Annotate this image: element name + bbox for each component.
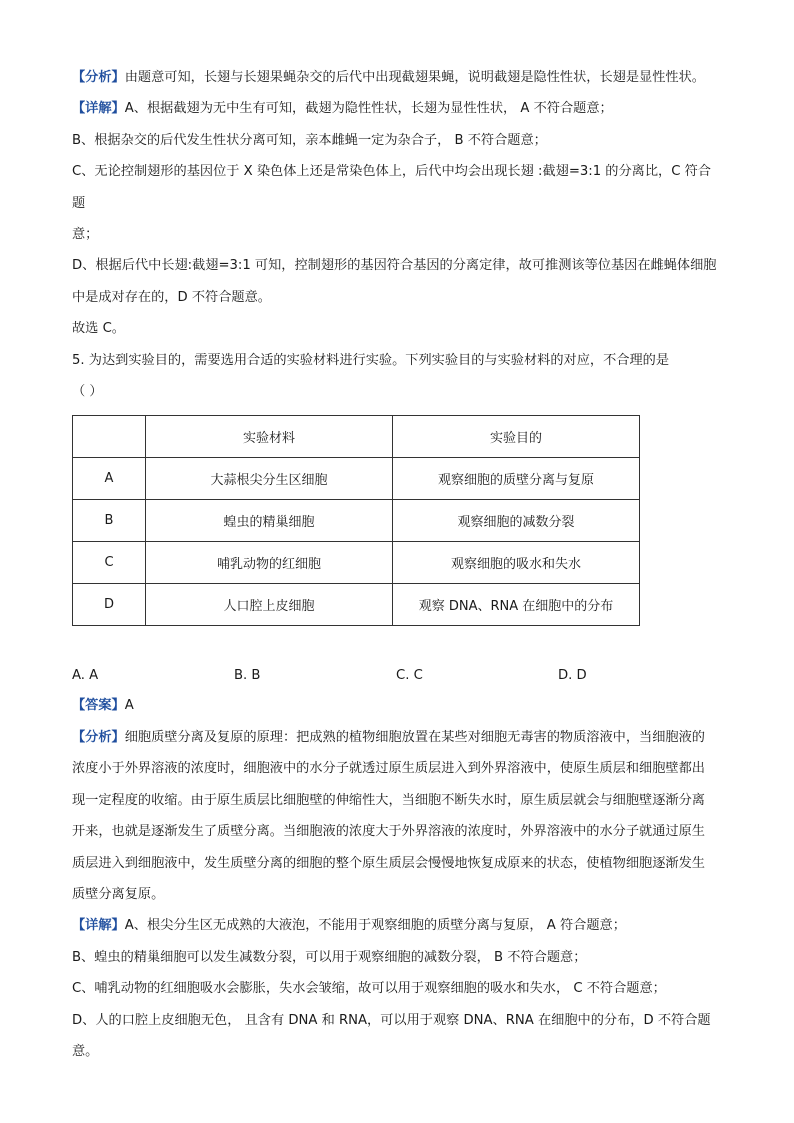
detail-line-c2: 意； [72,227,99,243]
analysis2-tag: 【分析】 [72,729,125,745]
question-paren: （ ） [72,384,103,400]
detail2-tag: 【详解】 [72,918,125,934]
table-header-cell: 实验目的 [393,416,640,458]
answer-tag: 【答案】 [72,698,125,714]
row-label: A [73,458,146,500]
detail-line-a: A、根据截翅为无中生有可知，截翅为隐性性状，长翅为显性性状， A 不符合题意； [124,101,613,117]
analysis2-paragraph [72,722,722,753]
analysis2-line-1: 细胞质壁分离及复原的原理：把成熟的植物细胞放置在某些对细胞无毒害的物质溶液中，当细胞液的 [124,729,705,745]
analysis2-line-5: 质层进入到细胞液中，发生质壁分离的细胞的整个原生质层会慢慢地恢复成原来的状态，使植物细胞逐渐发生 [72,855,705,871]
question-stem: 5. 为达到实验目的，需要选用合适的实验材料进行实验。下列实验目的与实验材料的对应，不合理的是 [72,352,670,368]
conclusion-text: 故选 C。 [72,321,125,337]
question-table [72,415,640,626]
detail-tag: 【详解】 [72,101,125,117]
detail-line-d2: 中是成对存在的，D 不符合题意。 [72,289,271,305]
table-row [73,500,640,542]
analysis2-line-2: 浓度小于外界溶液的浓度时，细胞液中的水分子就透过原生质层进入到外界溶液中，使原生质层和细胞壁都出 [72,761,705,777]
analysis-tag: 【分析】 [72,70,125,85]
detail-paragraph [72,93,722,124]
answer-options [72,662,722,690]
row-purpose: 观察细胞的吸水和失水 [393,542,640,584]
row-label: C [73,542,146,584]
table-header-row [73,416,640,458]
detail2-line-b: B、蝗虫的精巢细胞可以发生减数分裂，可以用于观察细胞的减数分裂， B 不符合题意； [72,949,587,965]
answer-value: A [124,698,134,714]
table-header-cell [73,416,146,458]
detail2-line-d2: 意。 [72,1043,99,1059]
option-c: C. C [396,668,423,684]
row-label: D [73,584,146,626]
table-row [73,542,640,584]
analysis-text: 由题意可知，长翅与长翅果蝇杂交的后代中出现截翅果蝇，说明截翅是隐性性状，长翅是显性性状。 [124,70,705,85]
analysis-paragraph [72,62,722,93]
option-d: D. D [558,668,587,684]
detail2-line-c: C、哺乳动物的红细胞吸水会膨胀，失水会皱缩，故可以用于观察细胞的吸水和失水， C 不符合题意； [72,981,666,997]
answer-paragraph [72,690,722,721]
row-label: B [73,500,146,542]
row-purpose: 观察细胞的减数分裂 [393,500,640,542]
row-material: 大蒜根尖分生区细胞 [146,458,393,500]
table-row [73,458,640,500]
detail-line-b: B、根据杂交的后代发生性状分离可知，亲本雌蝇一定为杂合子， B 不符合题意； [72,132,547,148]
option-b: B. B [234,668,261,684]
row-purpose: 观察 DNA、RNA 在细胞中的分布 [393,584,640,626]
detail-line-d1: D、根据后代中长翅:截翅=3:1 可知，控制翅形的基因符合基因的分离定律，故可推测该等位基因在雌蝇体细胞 [72,258,717,274]
analysis2-line-4: 开来，也就是逐渐发生了质壁分离。当细胞液的浓度大于外界溶液的浓度时，外界溶液中的水分子就通过原生 [72,824,705,840]
analysis2-line-3: 现一定程度的收缩。由于原生质层比细胞壁的伸缩性大，当细胞不断失水时，原生质层就会与细胞壁逐渐分离 [72,792,705,808]
analysis2-line-6: 质壁分离复原。 [72,886,165,902]
table-row [73,584,640,626]
row-material: 哺乳动物的红细胞 [146,542,393,584]
row-purpose: 观察细胞的质壁分离与复原 [393,458,640,500]
detail-line-c1: C、无论控制翅形的基因位于 X 染色体上还是常染色体上，后代中均会出现长翅 :截翅=3:1 的分离比，C 符合题 [72,164,711,211]
detail2-line-d1: D、人的口腔上皮细胞无色， 且含有 DNA 和 RNA，可以用于观察 DNA、RNA 在细胞中的分布，D 不符合题 [72,1012,711,1028]
detail2-paragraph [72,910,722,941]
row-material: 蝗虫的精巢细胞 [146,500,393,542]
table-header-cell: 实验材料 [146,416,393,458]
option-a: A. A [72,668,99,684]
document-page [72,62,722,1067]
row-material: 人口腔上皮细胞 [146,584,393,626]
detail2-line-a: A、根尖分生区无成熟的大液泡，不能用于观察细胞的质壁分离与复原， A 符合题意； [124,918,626,934]
